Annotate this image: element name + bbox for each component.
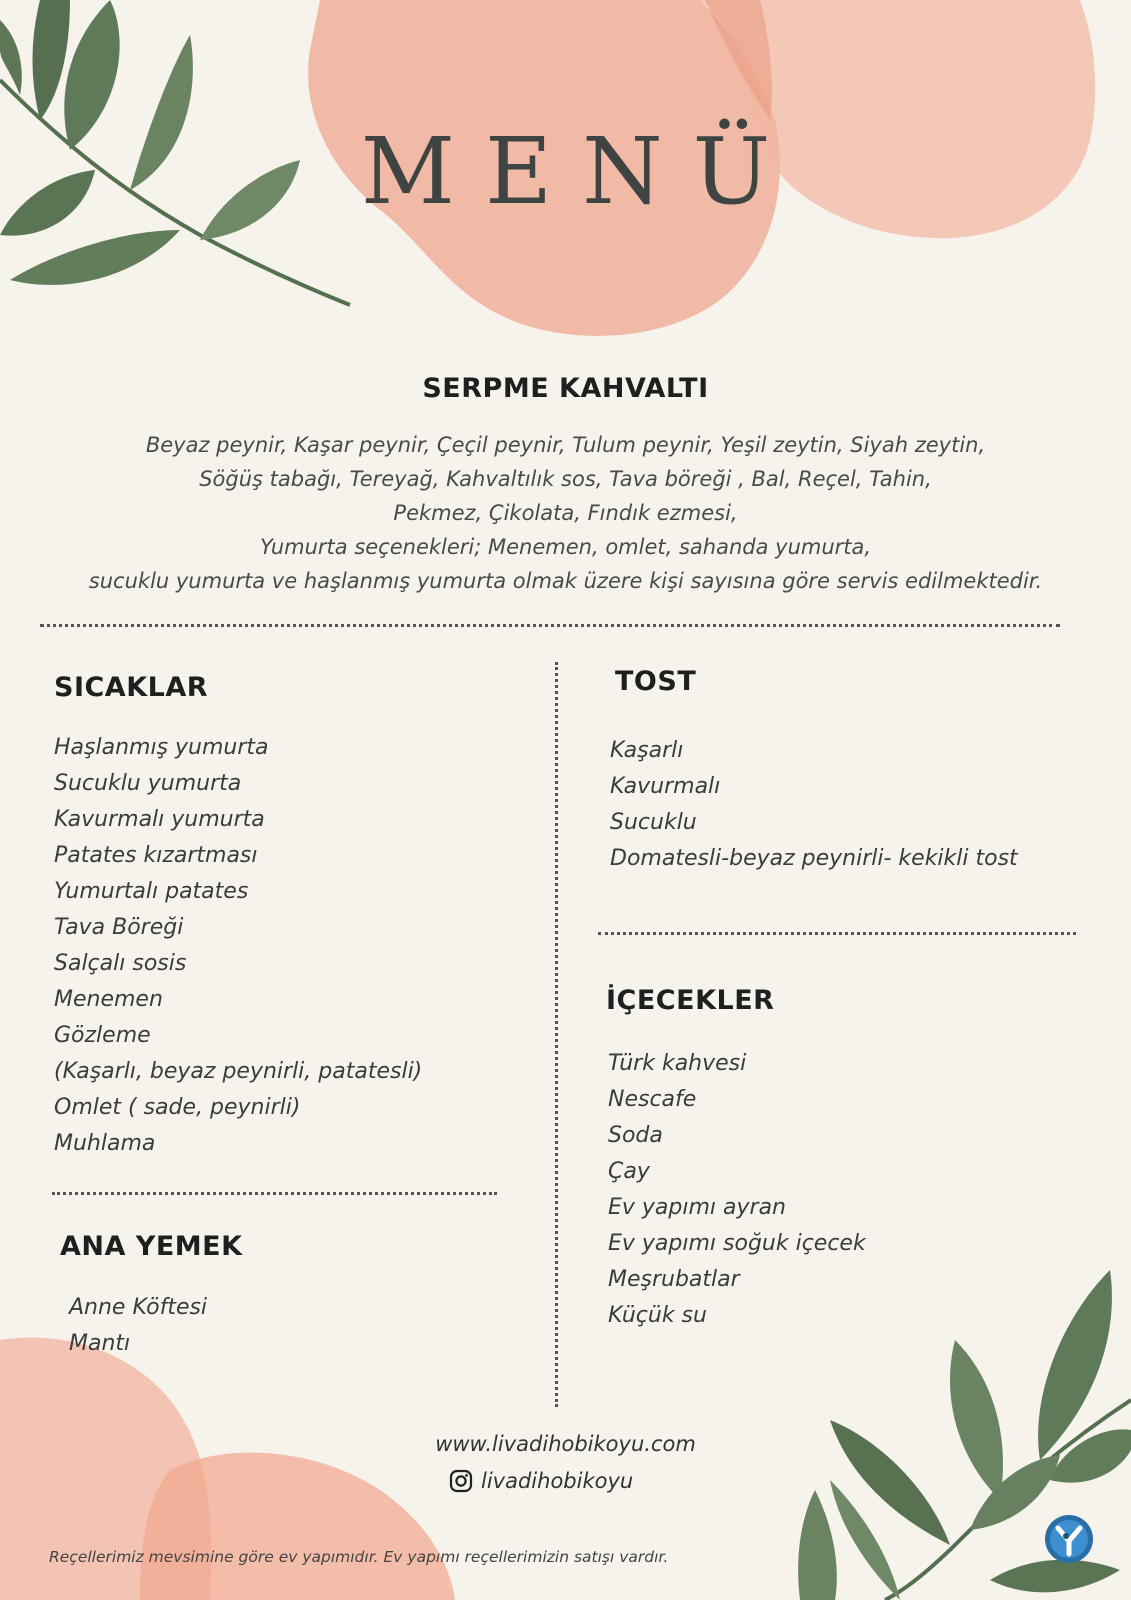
footer-note: Reçellerimiz mevsimine göre ev yapımıdır. Ev yapımı reçellerimizin satışı vardır. [49,1548,669,1566]
divider-toast [598,932,1076,935]
breakfast-description [0,428,1131,598]
instagram-handle: livadihobikoyu [481,1469,634,1493]
divider-columns [555,662,558,1407]
list-item: Sucuklu yumurta [54,771,242,796]
list-item: Ev yapımı ayran [608,1195,786,1220]
list-item: Menemen [54,987,163,1012]
instagram-link[interactable] [449,1466,633,1496]
website-link[interactable]: www.livadihobikoyu.com [435,1432,696,1456]
instagram-icon [449,1469,473,1493]
menu-title: MENÜ [360,118,801,225]
toast-heading: TOST [615,666,697,697]
breakfast-line: Pekmez, Çikolata, Fındık ezmesi, [393,501,738,525]
list-item: (Kaşarlı, beyaz peynirli, patatesli) [54,1059,423,1084]
list-item: Muhlama [54,1131,156,1156]
list-item: Omlet ( sade, peynirli) [54,1095,301,1120]
breakfast-line: sucuklu yumurta ve haşlanmış yumurta olmak üzere kişi sayısına göre servis edilmektedir. [88,569,1043,593]
list-item: Kaşarlı [610,738,684,763]
list-item: Türk kahvesi [608,1051,747,1076]
divider-hot [52,1192,497,1195]
list-item: Soda [608,1123,663,1148]
breakfast-line: Beyaz peynir, Kaşar peynir, Çeçil peynir, Tulum peynir, Yeşil zeytin, Siyah zeytin, [145,433,986,457]
breakfast-line: Yumurta seçenekleri; Menemen, omlet, sahanda yumurta, [259,535,872,559]
list-item: Çay [608,1159,650,1184]
list-item: Patates kızartması [54,843,258,868]
list-item: Meşrubatlar [608,1267,740,1292]
breakfast-line: Söğüş tabağı, Tereyağ, Kahvaltılık sos, Tava böreği , Bal, Reçel, Tahin, [199,467,932,491]
brand-logo-icon [1044,1514,1094,1564]
list-item: Ev yapımı soğuk içecek [608,1231,866,1256]
drinks-list [608,1046,866,1334]
hot-heading: SICAKLAR [54,672,209,703]
list-item: Salçalı sosis [54,951,187,976]
list-item: Haşlanmış yumurta [54,735,269,760]
main-list [69,1290,207,1362]
list-item: Sucuklu [610,810,697,835]
list-item: Tava Böreği [54,915,184,940]
breakfast-heading: SERPME KAHVALTI [422,373,709,404]
list-item: Kavurmalı [610,774,721,799]
list-item: Gözleme [54,1023,151,1048]
list-item: Domatesli-beyaz peynirli- kekikli tost [610,846,1018,871]
hot-list [54,730,422,1162]
list-item: Kavurmalı yumurta [54,807,265,832]
list-item: Küçük su [608,1303,707,1328]
list-item: Yumurtalı patates [54,879,249,904]
divider-breakfast [40,624,1060,627]
list-item: Anne Köftesi [69,1295,208,1320]
drinks-heading: İÇECEKLER [606,985,775,1016]
list-item: Mantı [69,1331,131,1356]
main-heading: ANA YEMEK [60,1231,243,1262]
list-item: Nescafe [608,1087,697,1112]
toast-list [610,733,1018,877]
